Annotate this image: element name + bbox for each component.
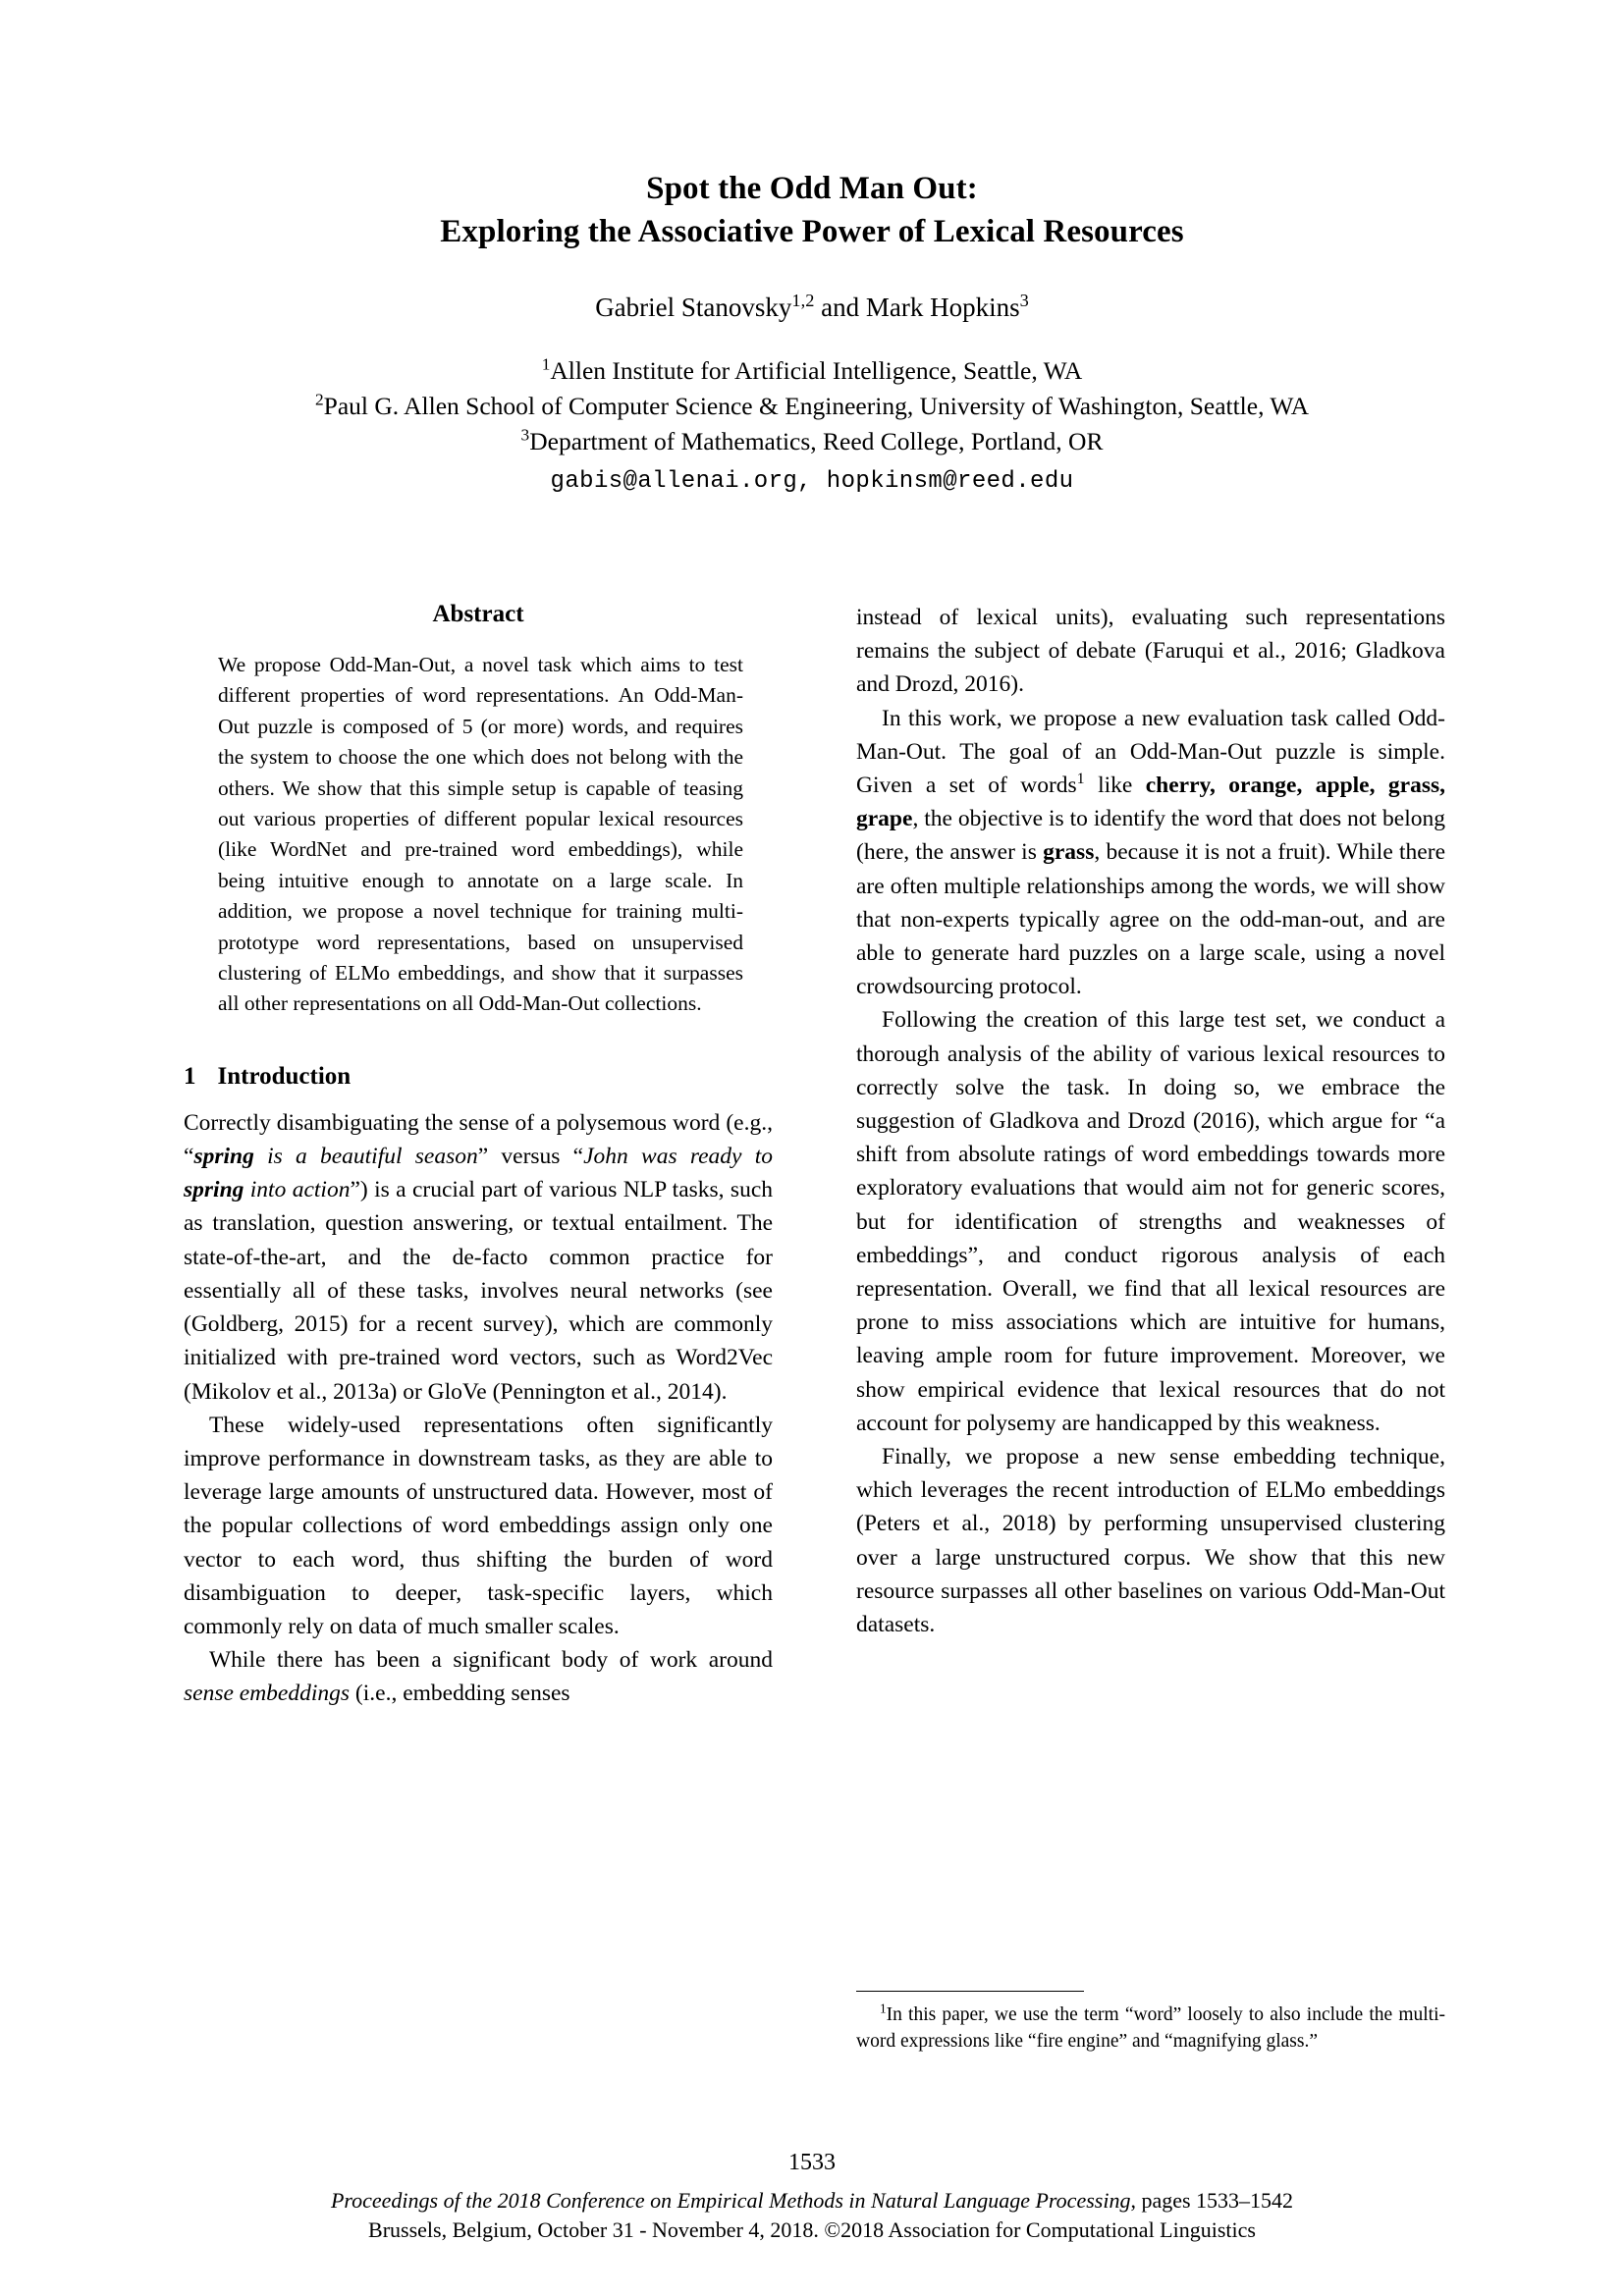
- footnote-area: [856, 1991, 1445, 2055]
- left-column: [184, 601, 773, 1711]
- affiliation-marker-2: 2: [314, 390, 324, 409]
- paragraph-intro-2: These widely-used representations often significantly improve performance in downstream tasks, as they are able to leverage large amounts of unstructured data. However, most of the popular collections of word embeddings assign only one vector to each word, thus shifting the burden of word disambiguation to deeper, task-specific layers, which commonly rely on data of much smaller scales.: [184, 1412, 773, 1639]
- affiliation-list: [184, 353, 1440, 459]
- emphasis-into-action: into action: [244, 1177, 351, 1203]
- emphasis-season: is a beautiful season: [253, 1144, 478, 1170]
- emphasis-spring-2: spring: [184, 1177, 244, 1203]
- text-run: like: [1084, 773, 1146, 799]
- page-footer: [0, 2148, 1624, 2245]
- abstract-heading: Abstract: [432, 601, 524, 627]
- author-list: [184, 291, 1440, 324]
- copyright-line: Brussels, Belgium, October 31 - November 4, 2018. ©2018 Association for Computational Linguistics: [368, 2217, 1256, 2242]
- paragraph-intro-5: Following the creation of this large test set, we conduct a thorough analysis of the ability of various lexical resources to correctly solve the task. In doing so, we embrace the suggestion of Gladkova and Drozd (2016), which argue for “a shift from absolute ratings of word embeddings towards more exploratory evaluations that would aim not for generic scores, but for identification of strengths and weaknesses of embeddings”, and conduct rigorous analysis of each representation. Overall, we find that all lexical resources are prone to miss associations which are intuitive for humans, leaving ample room for future improvement. Moreover, we show empirical evidence that lexical resources that do not account for polysemy are handicapped by this weakness.: [856, 1007, 1445, 1436]
- footnote-reference-1: 1: [1076, 771, 1085, 788]
- text-run: ”) is a crucial part of various NLP tasks, such as translation, question answering, or textual entailment. The state-of-the-art, and the de-facto common practice for essentially all of these tasks, involves neural networks (see (Goldberg, 2015) for a recent survey), which are commonly initialized with pre-trained word vectors, such as Word2Vec (Mikolov et al., 2013a) or GloVe (Pennington et al., 2014).: [184, 1177, 773, 1405]
- proceedings-line: [0, 2186, 1624, 2216]
- paragraph-intro-1: [184, 1106, 773, 1409]
- affiliation-1: [184, 353, 1440, 389]
- proceedings-pages: , pages 1533–1542: [1130, 2188, 1294, 2213]
- section-number: 1: [184, 1062, 196, 1090]
- affiliation-2: [184, 389, 1440, 424]
- abstract-text: We propose Odd-Man-Out, a novel task which aims to test different properties of word representations. An Odd-Man-Out puzzle is composed of 5 (or more) words, and requires the system to choose the one which does not belong with the others. We show that this simple setup is capable of teasing out various properties of different popular lexical resources (like WordNet and pre-trained word embeddings), while being intuitive enough to annotate on a large scale. In addition, we propose a novel technique for training multi-prototype word representations, based on unsupervised clustering of ELMo embeddings, and show that it surpasses all other representations on all Odd-Man-Out collections.: [218, 653, 743, 1016]
- proceedings-title: Proceedings of the 2018 Conference on Empirical Methods in Natural Language Processing: [330, 2188, 1131, 2213]
- right-column: [856, 601, 1445, 1641]
- title-block: [184, 167, 1440, 495]
- example-answer-grass: grass: [1043, 839, 1095, 866]
- text-run: , the objective is to identify the word that does not belong (here, the answer is: [856, 806, 1445, 866]
- text-run: ” versus “: [477, 1144, 584, 1170]
- page-number: 1533: [788, 2150, 836, 2175]
- footnote-1: [856, 2002, 1445, 2055]
- emphasis-john: John was ready to: [583, 1144, 773, 1170]
- emphasis-sense-embeddings: sense embeddings: [184, 1681, 351, 1707]
- affiliation-marker-1: 1: [541, 354, 551, 374]
- footnote-separator-rule: [856, 1991, 1084, 1992]
- paragraph-intro-3-continued: instead of lexical units), evaluating such representations remains the subject of debate (Faruqui et al., 2016; Gladkova and Drozd, 2016).: [856, 605, 1445, 698]
- author-affil-marker-2: 3: [1019, 291, 1029, 310]
- paragraph-intro-6: Finally, we propose a new sense embedding technique, which leverages the recent introduction of ELMo embeddings (Peters et al., 2018) by performing unsupervised clustering over a large unstructured corpus. We show that this new resource surpasses all other baselines on various Odd-Man-Out datasets.: [856, 1444, 1445, 1638]
- title-line-2: Exploring the Associative Power of Lexical Resources: [440, 214, 1184, 249]
- affiliation-text-2: Paul G. Allen School of Computer Science & Engineering, University of Washington, Seattle, WA: [323, 392, 1310, 420]
- text-run: In this work, we propose a new evaluation task called Odd-Man-Out. The goal of an Odd-Man-Out puzzle is simple. Given a set of words: [856, 705, 1445, 799]
- title-line-1: Spot the Odd Man Out:: [646, 171, 978, 206]
- affiliation-3: [184, 424, 1440, 459]
- author-joiner: and: [814, 293, 866, 322]
- affiliation-text-3: Department of Mathematics, Reed College, Portland, OR: [529, 427, 1104, 455]
- text-run: While there has been a significant body of work around: [209, 1647, 773, 1674]
- text-run: Correctly disambiguating the sense of a polysemous word (e.g., “: [184, 1109, 773, 1170]
- text-run-continuation: (i.e., embedding senses: [350, 1681, 570, 1707]
- example-word-list: cherry, orange, apple, grass, grape: [856, 773, 1446, 832]
- footnote-marker: 1: [880, 2001, 887, 2016]
- footnote-body: In this paper, we use the term “word” loosely to also include the multi-word expressions like “fire engine” and “magnifying glass.”: [856, 2004, 1445, 2052]
- body-columns: [184, 601, 1445, 2093]
- section-heading-introduction: [184, 1063, 773, 1091]
- emphasis-spring-1: spring: [193, 1144, 254, 1170]
- author-affil-marker-1: 1,2: [791, 291, 815, 310]
- section-title: Introduction: [217, 1062, 352, 1090]
- paragraph-intro-3: [184, 1643, 773, 1710]
- text-run: , because it is not a fruit). While there are often multiple relationships among the words, we will show that non-experts typically agree on the odd-man-out, and are able to generate hard puzzles on a large scale, using a novel crowdsourcing protocol.: [856, 839, 1445, 1000]
- author-name-1: Gabriel Stanovsky: [595, 293, 792, 322]
- affiliation-marker-3: 3: [520, 425, 530, 445]
- author-name-2: Mark Hopkins: [865, 293, 1020, 322]
- affiliation-text-1: Allen Institute for Artificial Intelligence, Seattle, WA: [550, 356, 1083, 385]
- author-emails: gabis@allenai.org, hopkinsm@reed.edu: [550, 468, 1074, 495]
- paragraph-intro-4: [856, 702, 1445, 1004]
- page-title: [184, 167, 1440, 253]
